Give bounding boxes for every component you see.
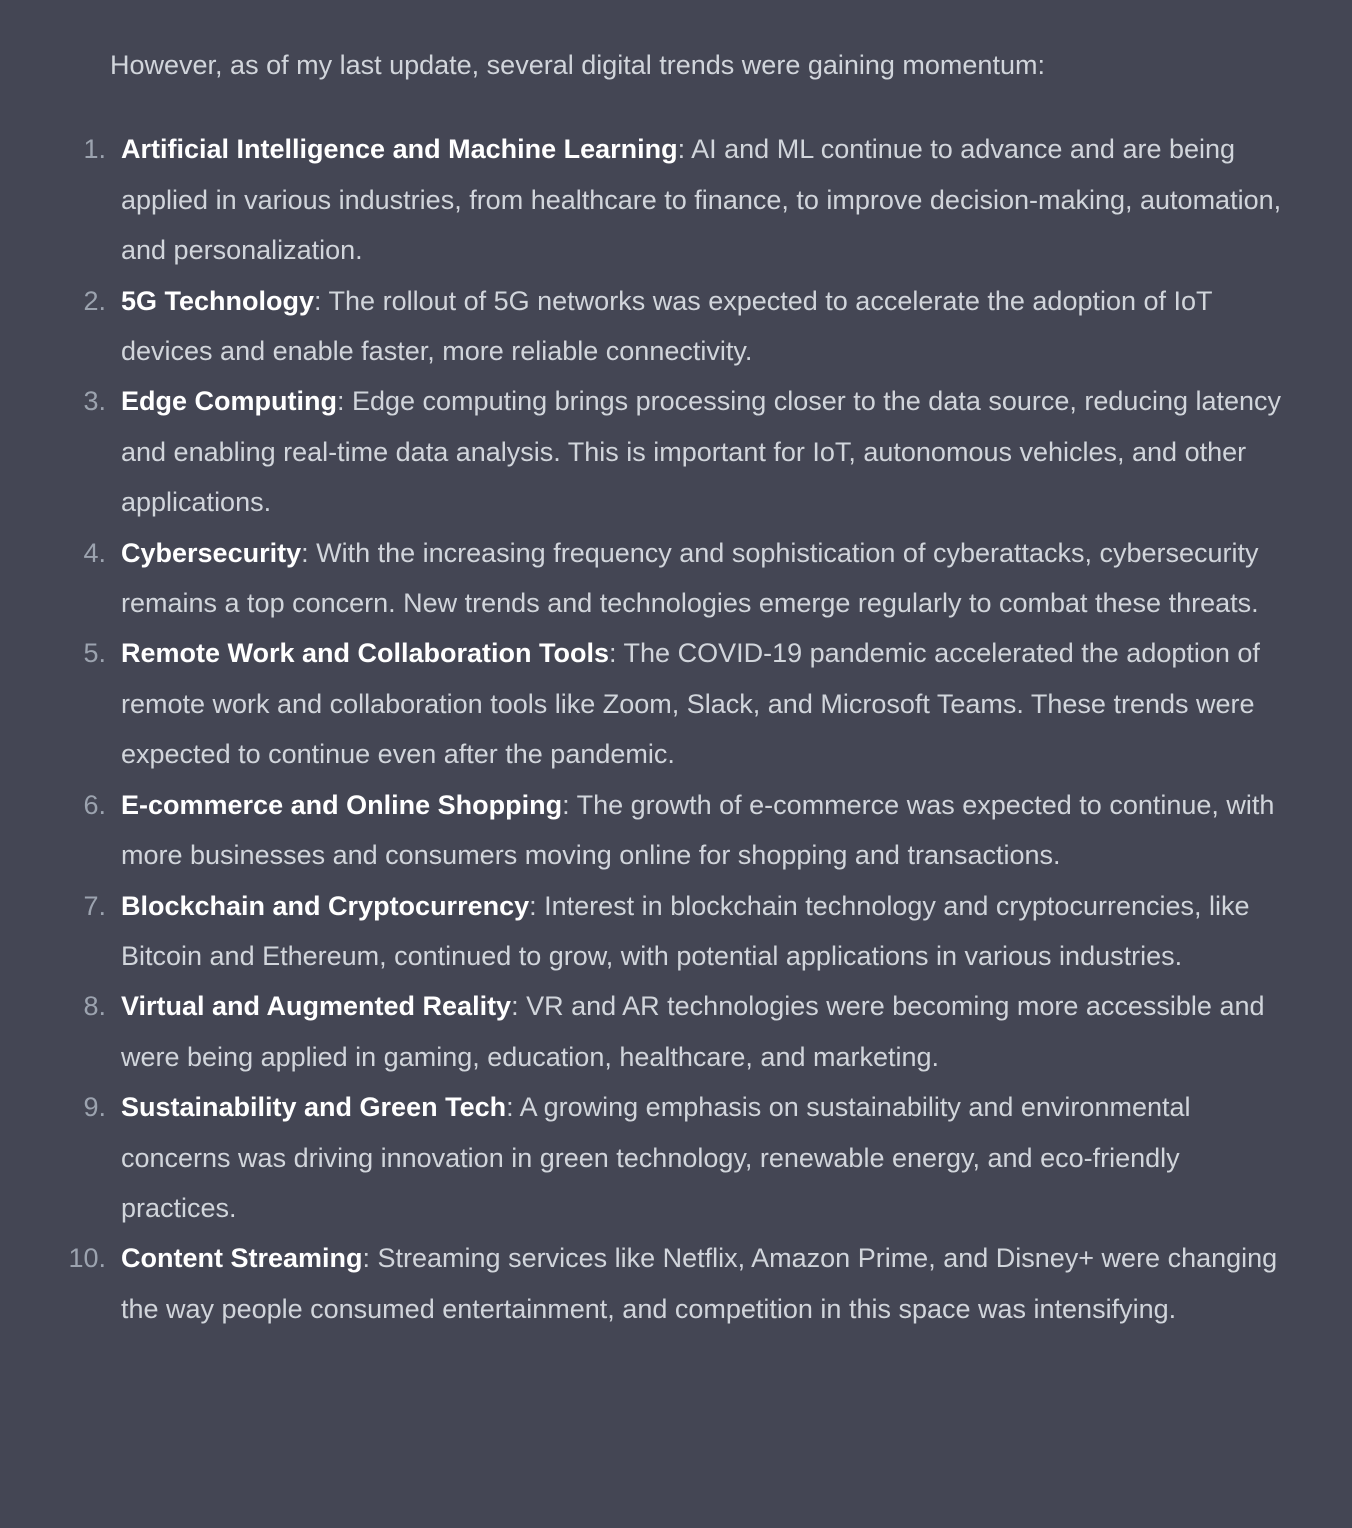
list-number: 5.: [83, 638, 106, 669]
list-number: 2.: [83, 285, 106, 316]
list-item: [68, 1233, 1296, 1334]
trends-list: [68, 124, 1296, 1334]
trend-term: Blockchain and Cryptocurrency: [121, 890, 530, 921]
list-number: 7.: [83, 890, 106, 921]
trend-term: Cybersecurity: [121, 537, 302, 568]
list-number: 8.: [83, 991, 106, 1022]
trend-description: : Streaming services like Netflix, Amazon Prime, and Disney+ were changing the way people consumed entertainment, and competition in this space was intensifying.: [121, 1243, 1278, 1324]
trend-description: : The COVID-19 pandemic accelerated the adoption of remote work and collaboration tools like Zoom, Slack, and Microsoft Teams. These trends were expected to continue even after the pandemic.: [121, 638, 1260, 770]
list-number: 6.: [83, 789, 106, 820]
list-item: [83, 276, 1296, 377]
list-item: [83, 1082, 1296, 1233]
list-number: 9.: [83, 1092, 106, 1123]
trend-term: Remote Work and Collaboration Tools: [121, 638, 610, 669]
trend-term: Virtual and Augmented Reality: [121, 991, 512, 1022]
list-item: [83, 376, 1296, 527]
list-item: [83, 881, 1296, 982]
list-number: 1.: [83, 134, 106, 165]
trend-term: Edge Computing: [121, 386, 337, 417]
trend-description: : AI and ML continue to advance and are being applied in various industries, from healthcare to finance, to improve decision-making, automation, and personalization.: [121, 134, 1282, 266]
trend-term: E-commerce and Online Shopping: [121, 789, 563, 820]
trend-term: Artificial Intelligence and Machine Learning: [121, 134, 678, 165]
list-item: [83, 628, 1296, 779]
trend-description: : Interest in blockchain technology and cryptocurrencies, like Bitcoin and Ethereum, continued to grow, with potential applications in various industries.: [121, 890, 1250, 971]
trend-description: : Edge computing brings processing closer to the data source, reducing latency and enabling real-time data analysis. This is important for IoT, autonomous vehicles, and other applications.: [121, 386, 1282, 518]
trend-term: 5G Technology: [121, 285, 315, 316]
trend-description: : The rollout of 5G networks was expected to accelerate the adoption of IoT devices and enable faster, more reliable connectivity.: [121, 285, 1213, 367]
list-item: [83, 124, 1296, 275]
trend-description: : The growth of e-commerce was expected to continue, with more businesses and consumers moving online for shopping and transactions.: [121, 789, 1275, 871]
list-item: [83, 780, 1296, 881]
trend-term: Sustainability and Green Tech: [121, 1092, 507, 1123]
list-number: 4.: [83, 537, 106, 568]
trend-term: Content Streaming: [121, 1243, 363, 1274]
list-item: [83, 981, 1296, 1082]
list-item: [83, 528, 1296, 629]
trend-description: : With the increasing frequency and sophistication of cyberattacks, cybersecurity remains a top concern. New trends and technologies emerge regularly to combat these threats.: [121, 537, 1259, 619]
list-number: 3.: [83, 386, 106, 417]
intro-paragraph: However, as of my last update, several digital trends were gaining momentum:: [110, 50, 1045, 80]
list-number: 10.: [68, 1243, 106, 1274]
trend-description: : A growing emphasis on sustainability and environmental concerns was driving innovation in green technology, renewable energy, and eco-friendly practices.: [121, 1092, 1191, 1223]
trend-description: : VR and AR technologies were becoming more accessible and were being applied in gaming, education, healthcare, and marketing.: [121, 991, 1265, 1072]
